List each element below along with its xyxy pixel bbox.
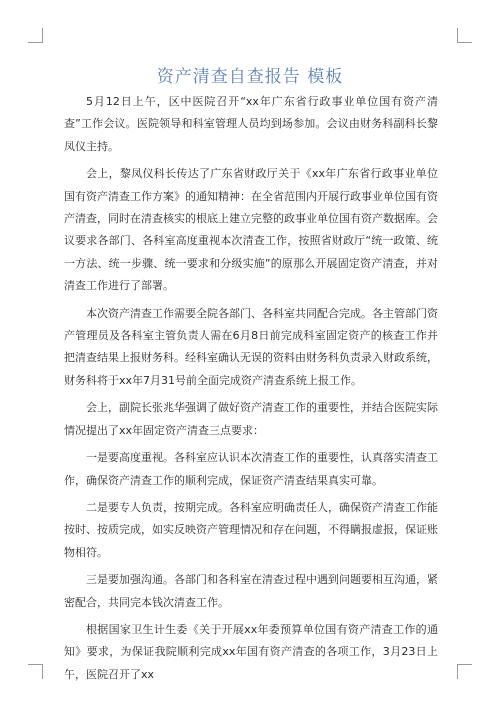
paragraph-meeting-intro: 5月12日上午，区中医院召开“xx年广东省行政事业单位国有资产清查”工作会议。医院领导和科室管理人员均到场参加。会议由财务科副科长黎凤仪主持。 [64, 95, 438, 153]
paragraph-schedule: 本次资产清查工作需要全院各部门、各科室共同配合完成。各主管部门资产管理员及各科室主管负责人需在6月8日前完成科室固定资产的核查工作并把清查结果上报财务科。经科室确认无误的资料由财务科负责录入财政系统，财务科将于xx年7月31号前全面完成资产清查系统上报工作。 [64, 306, 438, 387]
crop-mark-bottom-right [457, 664, 472, 679]
paragraph-requirement-3: 三是要加强沟通。各部门和各科室在清查过程中遇到问题要相互沟通，紧密配合，共同完本钱次清查工作。 [64, 573, 438, 609]
crop-mark-bottom-left [28, 664, 43, 679]
paragraph-requirement-2: 二是要专人负责，按期完成。各科室应明确责任人，确保资产清查工作能按时、按质完成，如实反映资产管理情况和存在问题，不得瞒报虚报，保证账物相符。 [64, 500, 438, 559]
document-title: 资产清查自查报告 模板 [156, 67, 344, 87]
paragraph-requirements-intro: 会上，副院长张兆华强调了做好资产清查工作的重要性，并结合医院实际情况提出了xx年固定资产清查三点要求： [64, 401, 438, 437]
crop-mark-top-right [457, 28, 472, 43]
paragraph-national-notice: 根据国家卫生计生委《关于开展xx年委预算单位国有资产清查工作的通知》要求，为保证我院顺利完成xx年国有资产清查的各项工作，3月23日上午，医院召开了xx [64, 622, 438, 681]
paragraph-notice: 会上，黎凤仪科长传达了广东省财政厅关于《xx年广东省行政事业单位国有资产清查工作方案》的通知精神：在全省范围内开展行政事业单位国有资产清查，同时在清查核实的根底上建立完整的政事业单位国有资产数据库。会议要求各部门、各科室高度重视本次清查工作，按照省财政厅“统一政策、统一方法、统一步骤、统一要求和分级实施”的原那么开展固定资产清查，并对清查工作进行了部署。 [64, 167, 438, 293]
crop-mark-top-left [28, 28, 43, 43]
document-body [64, 91, 438, 691]
paragraph-requirement-1: 一是要高度重视。各科室应认识本次清查工作的重要性，认真落实清查工作，确保资产清查工作的顺利完成，保证资产清查结果真实可靠。 [64, 451, 438, 487]
